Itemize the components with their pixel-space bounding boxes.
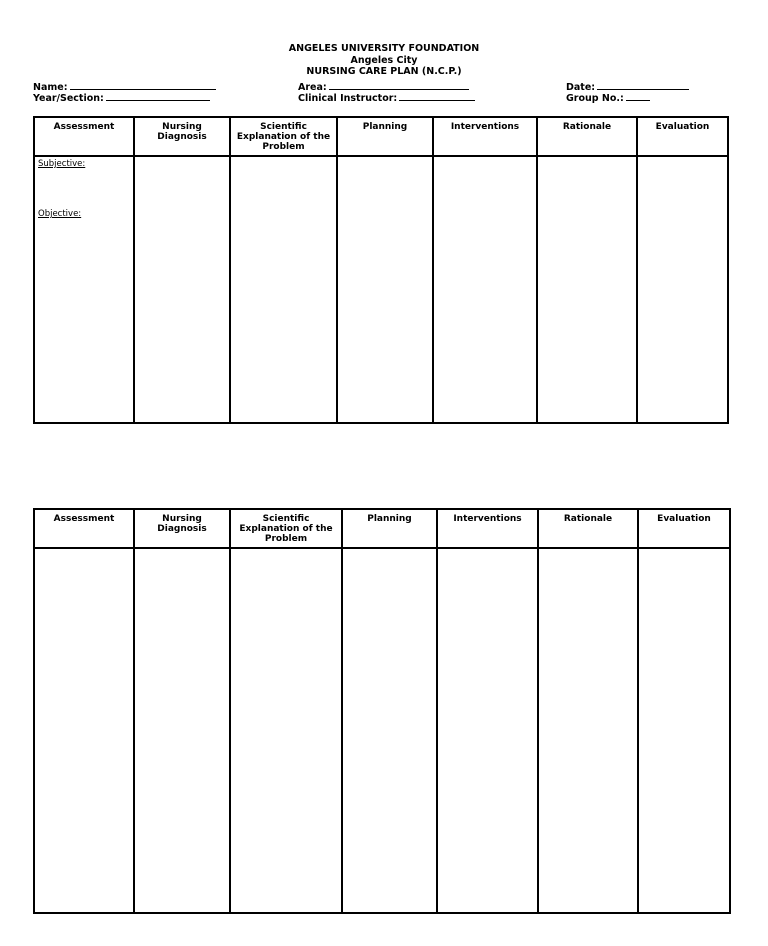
subjective-label: Subjective: bbox=[38, 159, 86, 169]
column-header-assessment: Assessment bbox=[53, 122, 115, 132]
care-plan-table-2 bbox=[33, 508, 731, 914]
column-header-rationale: Rationale bbox=[562, 122, 612, 132]
header-divider bbox=[35, 155, 727, 157]
form-title: NURSING CARE PLAN (N.C.P.) bbox=[306, 66, 462, 77]
interventions-cell[interactable] bbox=[434, 158, 536, 422]
area-label: Area: bbox=[298, 82, 327, 93]
interventions-cell[interactable] bbox=[438, 550, 537, 912]
column-header-nursing-diagnosis: Nursing Diagnosis bbox=[157, 122, 207, 142]
care-plan-table-1 bbox=[33, 116, 729, 424]
column-header-rationale: Rationale bbox=[563, 514, 613, 524]
nursing-diagnosis-cell[interactable] bbox=[135, 158, 229, 422]
evaluation-cell[interactable] bbox=[639, 550, 729, 912]
group-no-field[interactable] bbox=[566, 91, 650, 104]
header-divider bbox=[35, 547, 729, 549]
clinical-instructor-field[interactable] bbox=[298, 91, 475, 104]
column-header-evaluation: Evaluation bbox=[657, 514, 711, 524]
assessment-cell[interactable] bbox=[37, 158, 131, 422]
institution-title: ANGELES UNIVERSITY FOUNDATION bbox=[288, 43, 480, 54]
column-header-scientific-explanation: Scientific Explanation of the Problem bbox=[239, 514, 333, 544]
rationale-cell[interactable] bbox=[539, 550, 637, 912]
column-header-planning: Planning bbox=[367, 514, 412, 524]
column-header-scientific-explanation: Scientific Explanation of the Problem bbox=[236, 122, 331, 152]
planning-cell[interactable] bbox=[338, 158, 432, 422]
planning-cell[interactable] bbox=[343, 550, 436, 912]
name-label: Name: bbox=[33, 82, 68, 93]
nursing-diagnosis-cell[interactable] bbox=[135, 550, 229, 912]
city-subtitle: Angeles City bbox=[350, 55, 418, 66]
date-label: Date: bbox=[566, 82, 596, 93]
column-header-nursing-diagnosis: Nursing Diagnosis bbox=[157, 514, 207, 534]
column-header-assessment: Assessment bbox=[53, 514, 115, 524]
clinical-instructor-label: Clinical Instructor: bbox=[298, 93, 398, 104]
column-header-interventions: Interventions bbox=[453, 514, 522, 524]
assessment-cell[interactable] bbox=[37, 550, 131, 912]
evaluation-cell[interactable] bbox=[638, 158, 727, 422]
scientific-explanation-cell[interactable] bbox=[231, 158, 336, 422]
year-section-field[interactable] bbox=[33, 91, 210, 104]
column-header-interventions: Interventions bbox=[450, 122, 520, 132]
objective-label: Objective: bbox=[38, 209, 82, 219]
rationale-cell[interactable] bbox=[538, 158, 636, 422]
column-header-evaluation: Evaluation bbox=[655, 122, 710, 132]
group-no-label: Group No.: bbox=[566, 93, 624, 104]
column-header-planning: Planning bbox=[362, 122, 408, 132]
scientific-explanation-cell[interactable] bbox=[231, 550, 341, 912]
year-section-label: Year/Section: bbox=[33, 93, 104, 104]
